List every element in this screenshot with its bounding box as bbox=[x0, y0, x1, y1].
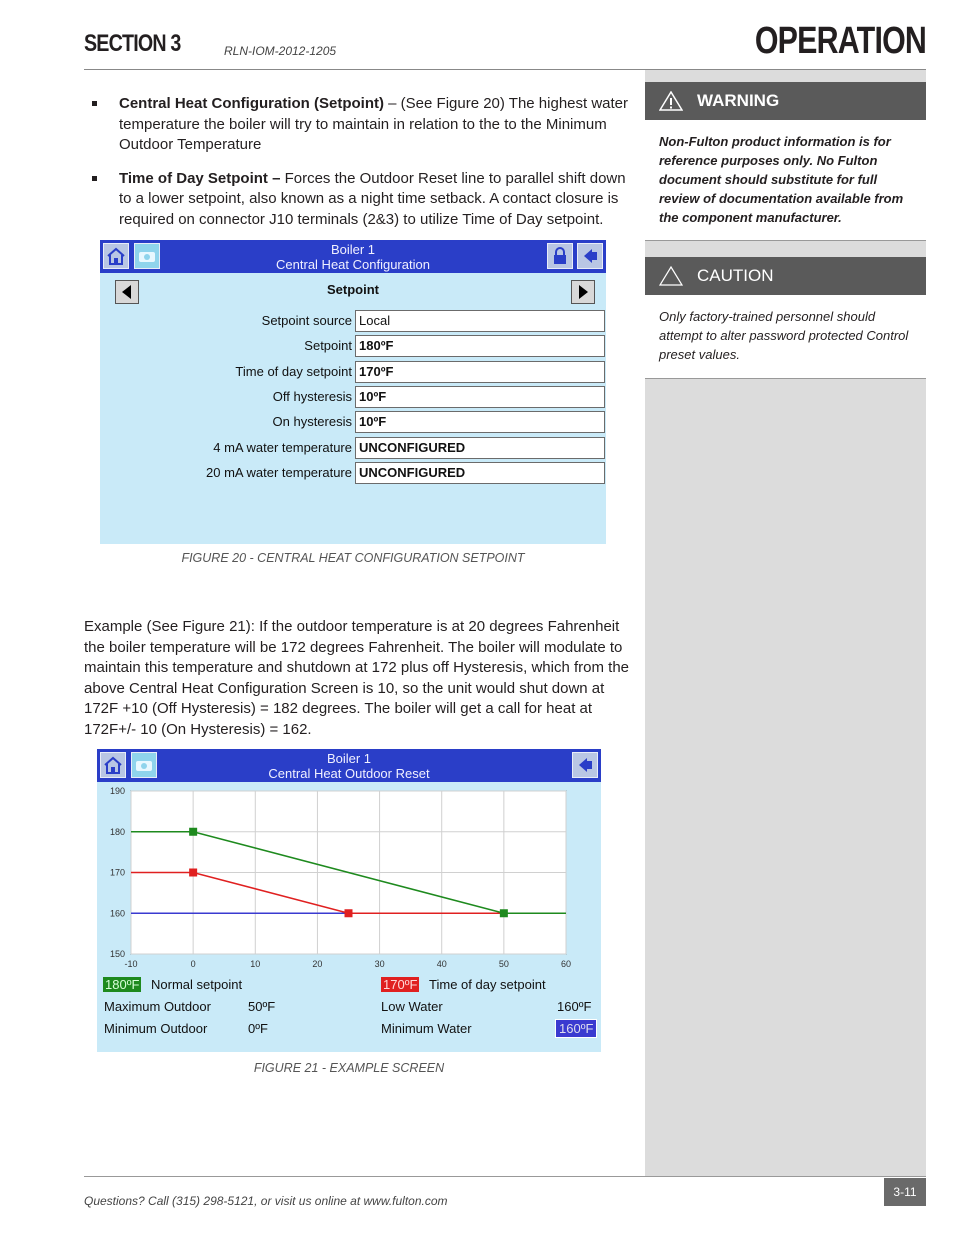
x-tick-label: 10 bbox=[250, 959, 261, 969]
page-label: Setpoint bbox=[327, 282, 379, 297]
figure21-caption: FIGURE 21 - EXAMPLE SCREEN bbox=[253, 1061, 445, 1075]
figure20-caption: FIGURE 20 - CENTRAL HEAT CONFIGURATION SETPOINT bbox=[181, 551, 525, 565]
caution-header bbox=[645, 257, 926, 295]
section-label: SECTION 3 bbox=[84, 30, 181, 57]
outdoor-reset-screen bbox=[97, 749, 601, 1052]
field-value[interactable]: UNCONFIGURED bbox=[355, 437, 605, 459]
example-paragraph: Example (See Figure 21): If the outdoor temperature is at 20 degrees Fahrenheit the boiler temperature will be 172 degrees Fahrenheit. The boiler will modulate to maintain this temperature and shutdown at 172 plus off Hysteresis, which from the above Central Heat Configuration Screen is 10, so the unit would shut down at 172F +10 (Off Hysteresis) = 182 degrees. The boiler will get a call for heat at 172F+/- 10 (On Hysteresis) = 162. bbox=[84, 618, 630, 738]
low-water-label: Low Water bbox=[381, 999, 443, 1014]
x-tick-label: 0 bbox=[190, 959, 196, 969]
low-water-value: 160ºF bbox=[557, 999, 592, 1014]
data-point-marker bbox=[345, 909, 353, 917]
screen-title-line1: Boiler 1 bbox=[330, 242, 376, 257]
back-arrow-icon bbox=[576, 756, 594, 774]
lock-button[interactable] bbox=[547, 243, 573, 269]
bullet-item bbox=[92, 169, 630, 231]
home-button[interactable] bbox=[100, 752, 126, 778]
legend-time-of-day bbox=[381, 977, 546, 992]
back-button[interactable] bbox=[577, 243, 603, 269]
warning-heading: WARNING bbox=[697, 91, 780, 110]
field-value[interactable]: UNCONFIGURED bbox=[355, 462, 605, 484]
bullet-item bbox=[92, 94, 630, 156]
tod-setpoint-label: Time of day setpoint bbox=[429, 977, 546, 992]
camera-button[interactable] bbox=[134, 243, 160, 269]
camera-icon bbox=[135, 758, 153, 772]
caution-box bbox=[645, 257, 926, 378]
field-row bbox=[100, 386, 606, 408]
x-tick-label: -10 bbox=[124, 959, 138, 969]
field-row bbox=[100, 437, 606, 459]
bullet-list bbox=[92, 94, 630, 243]
y-tick-label: 150 bbox=[109, 949, 125, 959]
bullet-term: Central Heat Configuration (Setpoint) bbox=[119, 95, 384, 112]
lock-icon bbox=[552, 247, 568, 265]
back-arrow-icon bbox=[581, 247, 599, 265]
max-outdoor-label: Maximum Outdoor bbox=[104, 999, 211, 1014]
field-row bbox=[100, 310, 606, 332]
camera-button[interactable] bbox=[131, 752, 157, 778]
back-button[interactable] bbox=[572, 752, 598, 778]
field-value[interactable]: 10ºF bbox=[355, 386, 605, 408]
field-label: 4 mA water temperature bbox=[213, 439, 352, 455]
setpoint-screen bbox=[100, 240, 606, 544]
x-tick-label: 40 bbox=[436, 959, 447, 969]
screen-titlebar bbox=[97, 749, 601, 782]
field-row bbox=[100, 335, 606, 357]
field-row bbox=[100, 462, 606, 484]
field-row bbox=[100, 411, 606, 433]
screen-title-line1: Boiler 1 bbox=[326, 751, 372, 766]
camera-icon bbox=[138, 249, 156, 263]
warning-triangle-icon bbox=[659, 91, 683, 111]
min-outdoor-label: Minimum Outdoor bbox=[104, 1021, 208, 1036]
footer-text: Questions? Call (315) 298-5121, or visit us online at www.fulton.com bbox=[84, 1194, 448, 1208]
data-point-marker bbox=[189, 869, 197, 877]
screen-titlebar bbox=[100, 240, 606, 273]
screen-title-line2: Central Heat Outdoor Reset bbox=[268, 766, 430, 781]
x-tick-label: 50 bbox=[498, 959, 509, 969]
home-icon bbox=[103, 756, 123, 774]
field-label: Setpoint source bbox=[261, 313, 352, 328]
warning-text: Non-Fulton product information is for reference purposes only. No Fulton document should substitute for full review of documentation available from the component manufacturer. bbox=[659, 134, 904, 225]
warning-divider bbox=[645, 240, 926, 241]
document-id: RLN-IOM-2012-1205 bbox=[224, 44, 337, 58]
caution-heading: CAUTION bbox=[697, 266, 774, 285]
y-tick-label: 190 bbox=[109, 786, 125, 796]
caution-divider bbox=[645, 378, 926, 379]
y-tick-label: 180 bbox=[109, 826, 125, 837]
home-button[interactable] bbox=[103, 243, 129, 269]
page-title: OPERATION bbox=[754, 20, 926, 62]
warning-header bbox=[645, 82, 926, 120]
x-tick-label: 20 bbox=[312, 959, 323, 969]
min-water-label: Minimum Water bbox=[381, 1021, 472, 1036]
warning-box bbox=[645, 82, 926, 241]
field-value[interactable]: Local bbox=[355, 310, 605, 332]
x-tick-label: 60 bbox=[560, 959, 572, 969]
field-label: On hysteresis bbox=[272, 414, 352, 430]
min-outdoor-value: 0ºF bbox=[248, 1021, 268, 1036]
normal-setpoint-value: 180ºF bbox=[105, 977, 140, 992]
y-tick-label: 160 bbox=[109, 908, 125, 919]
field-label: 20 mA water temperature bbox=[206, 464, 352, 480]
right-arrow-icon bbox=[572, 281, 594, 303]
bullet-term: Time of Day Setpoint – bbox=[119, 169, 281, 187]
max-outdoor-value: 50ºF bbox=[248, 999, 276, 1014]
caution-triangle-icon bbox=[659, 266, 683, 286]
page-number: 3-11 bbox=[884, 1178, 926, 1206]
caution-text: Only factory-trained personnel should attempt to alter password protected Control preset values. bbox=[659, 309, 909, 362]
y-tick-label: 170 bbox=[109, 867, 125, 878]
field-label: Setpoint bbox=[304, 338, 352, 354]
field-row bbox=[100, 361, 606, 383]
x-tick-label: 30 bbox=[374, 959, 385, 969]
field-label: Off hysteresis bbox=[272, 388, 352, 404]
outdoor-reset-chart bbox=[97, 782, 601, 972]
footer-divider bbox=[84, 1176, 926, 1177]
field-label: Time of day setpoint bbox=[235, 363, 352, 379]
data-point-marker bbox=[189, 828, 197, 836]
next-page-button[interactable] bbox=[571, 280, 595, 304]
bullet-text: – (See Figure 20) The highest water temperature the boiler will try to maintain in relation to the to the Minimum Outdoor Temperature bbox=[119, 95, 629, 153]
normal-setpoint-label: Normal setpoint bbox=[151, 977, 243, 992]
data-point-marker bbox=[500, 909, 508, 917]
screen-title-line2: Central Heat Configuration bbox=[276, 257, 430, 272]
field-value[interactable]: 170ºF bbox=[355, 361, 605, 383]
min-water-value: 160ºF bbox=[555, 1019, 597, 1038]
tod-setpoint-value: 170ºF bbox=[383, 977, 418, 992]
bullet-text: Forces the Outdoor Reset line to parallel shift down to a lower setpoint, also known as a night time setback. A contact closure is required on connector J10 terminals (2&3) to utilize Time of Day setpoint. bbox=[119, 169, 626, 228]
legend-normal bbox=[103, 977, 242, 992]
field-value[interactable]: 10ºF bbox=[355, 411, 605, 433]
field-value[interactable]: 180ºF bbox=[355, 335, 605, 357]
home-icon bbox=[106, 247, 126, 265]
